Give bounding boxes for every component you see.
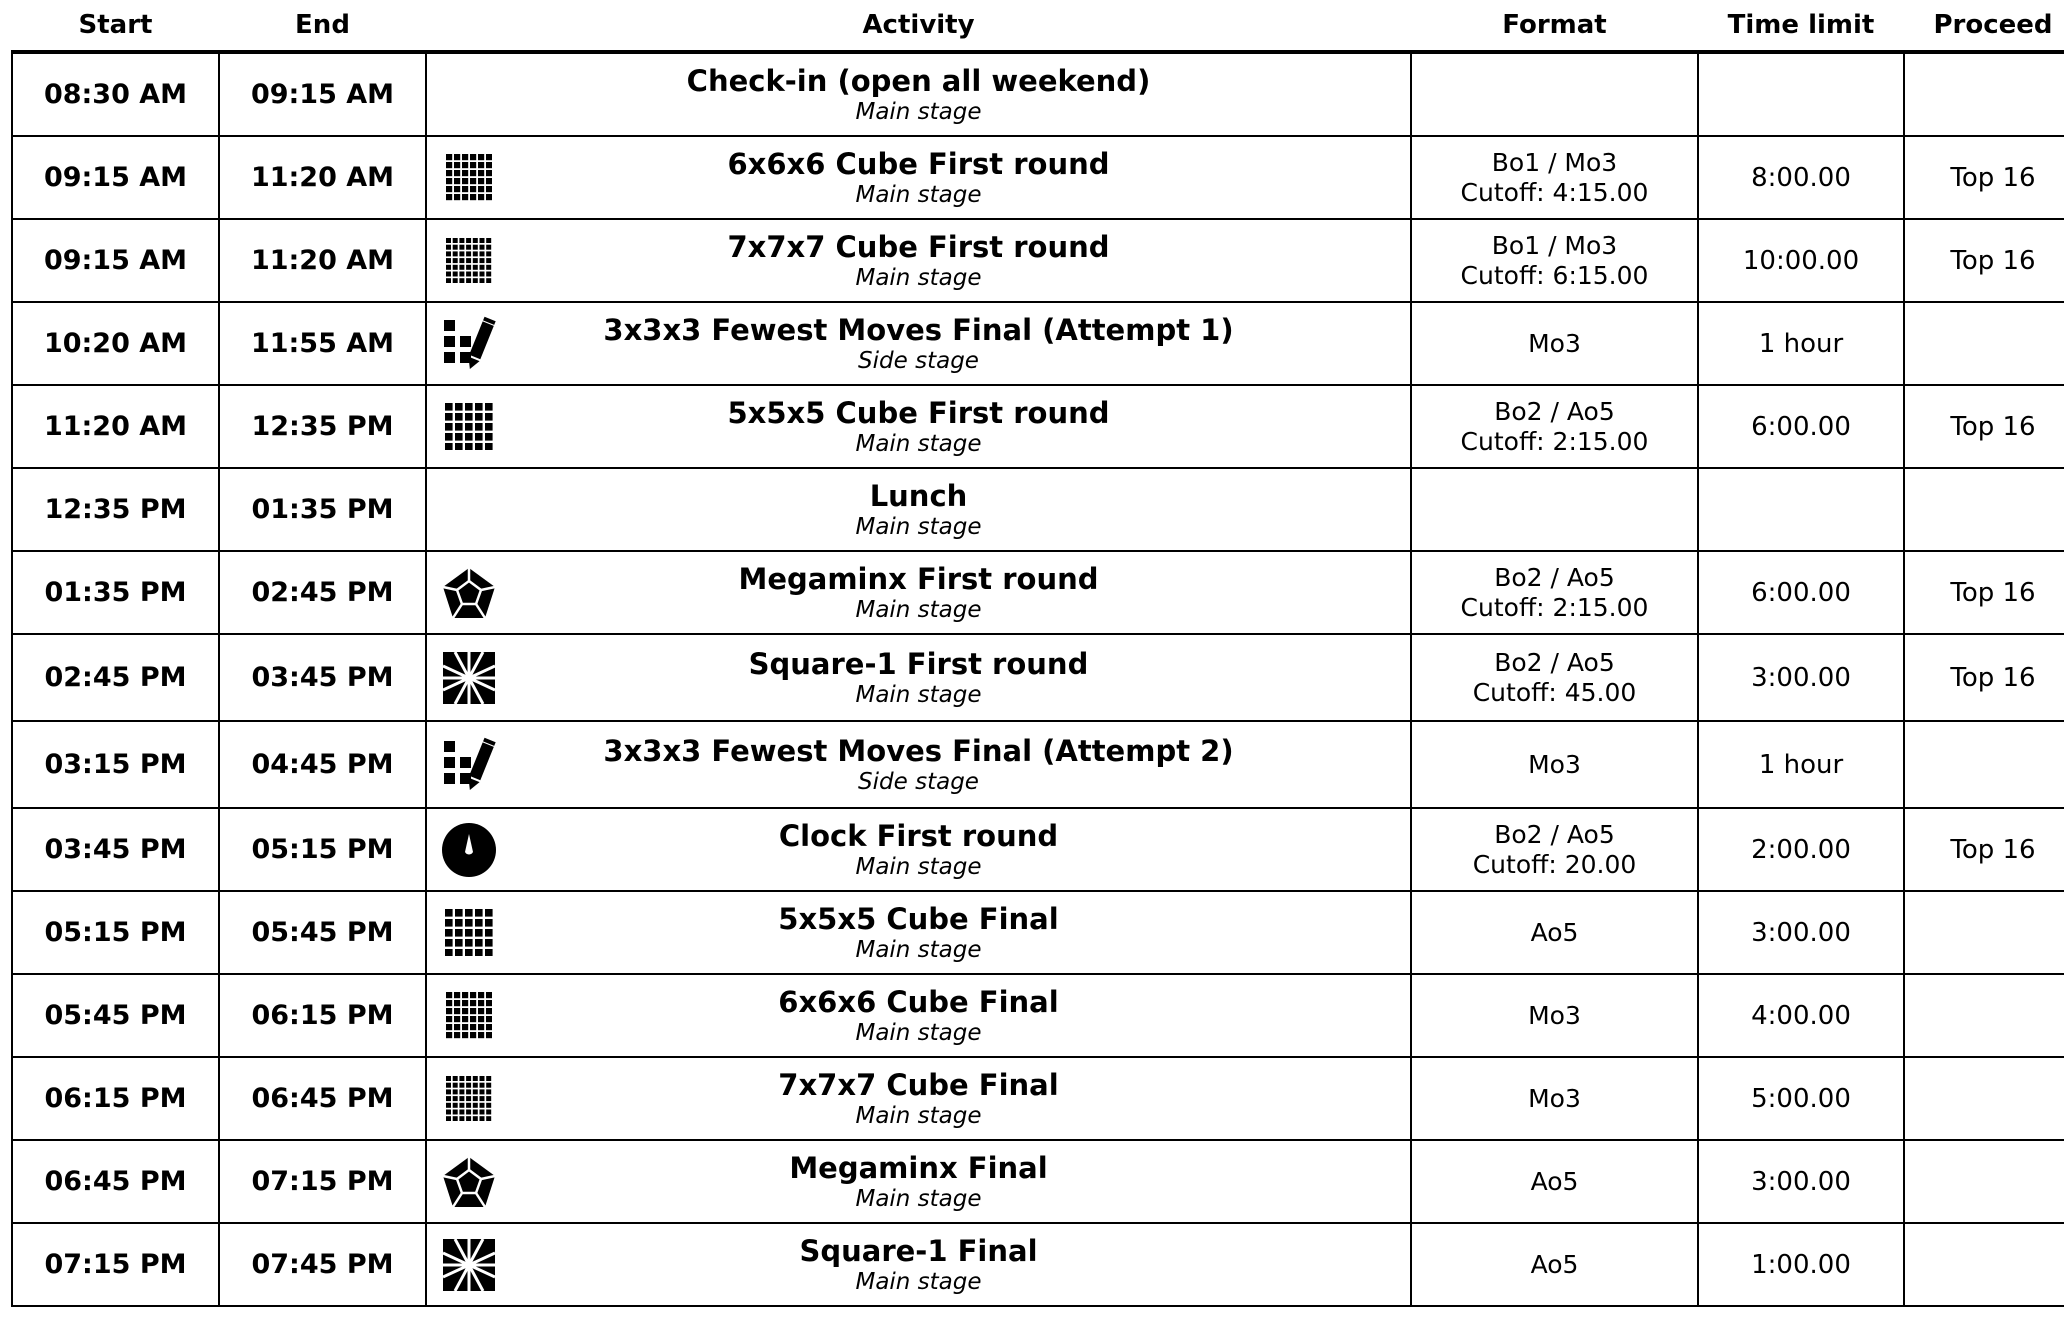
megaminx-icon [439, 1152, 499, 1212]
activity-location: Side stage [858, 347, 979, 374]
schedule-row [12, 468, 2064, 551]
end-time: 02:45 PM [219, 551, 426, 634]
activity-cell [426, 219, 1411, 302]
table-header [12, 0, 2064, 52]
end-time: 11:20 AM [219, 219, 426, 302]
start-time: 11:20 AM [12, 385, 219, 468]
format-value: Mo3 [1528, 749, 1581, 779]
square-1-icon [439, 1235, 499, 1295]
activity-name: 5x5x5 Cube First round [727, 395, 1110, 430]
activity-location: Main stage [855, 430, 982, 457]
activity-cell [426, 136, 1411, 219]
proceed-cell [1904, 974, 2064, 1057]
start-time: 09:15 AM [12, 219, 219, 302]
start-time: 10:20 AM [12, 302, 219, 385]
format-value: Ao5 [1530, 1249, 1579, 1279]
format-cell [1411, 891, 1698, 974]
cutoff-value: Cutoff: 4:15.00 [1460, 177, 1649, 207]
start-time: 06:45 PM [12, 1140, 219, 1223]
activity-name: Megaminx Final [789, 1150, 1048, 1185]
proceed-cell: Top 16 [1904, 385, 2064, 468]
header-end: End [219, 0, 426, 52]
cutoff-value: Cutoff: 2:15.00 [1460, 592, 1649, 622]
time-limit-cell: 10:00.00 [1698, 219, 1904, 302]
end-time: 07:15 PM [219, 1140, 426, 1223]
activity-name: Square-1 Final [799, 1233, 1038, 1268]
proceed-cell: Top 16 [1904, 808, 2064, 891]
end-time: 11:55 AM [219, 302, 426, 385]
schedule-row [12, 1223, 2064, 1306]
format-cell [1411, 302, 1698, 385]
start-time: 09:15 AM [12, 136, 219, 219]
activity-name: Square-1 First round [748, 646, 1089, 681]
clock-icon [439, 820, 499, 880]
time-limit-cell: 6:00.00 [1698, 551, 1904, 634]
proceed-cell: Top 16 [1904, 136, 2064, 219]
activity-cell [426, 1223, 1411, 1306]
time-limit-cell: 4:00.00 [1698, 974, 1904, 1057]
header-activity: Activity [426, 0, 1411, 52]
activity-location: Main stage [855, 936, 982, 963]
format-value: Mo3 [1528, 1083, 1581, 1113]
schedule-row [12, 1140, 2064, 1223]
format-value: Bo1 / Mo3 [1491, 230, 1618, 260]
7x7-cube-icon [439, 1069, 499, 1129]
activity-cell [426, 1057, 1411, 1140]
cutoff-value: Cutoff: 20.00 [1472, 849, 1637, 879]
schedule-row [12, 808, 2064, 891]
header-format: Format [1411, 0, 1698, 52]
start-time: 03:15 PM [12, 721, 219, 808]
end-time: 03:45 PM [219, 634, 426, 721]
end-time: 05:45 PM [219, 891, 426, 974]
end-time: 06:15 PM [219, 974, 426, 1057]
format-cell [1411, 1140, 1698, 1223]
format-cell [1411, 52, 1698, 136]
schedule-row [12, 385, 2064, 468]
activity-cell [426, 974, 1411, 1057]
activity-cell [426, 385, 1411, 468]
activity-cell [426, 551, 1411, 634]
time-limit-cell: 1:00.00 [1698, 1223, 1904, 1306]
format-cell [1411, 136, 1698, 219]
end-time: 07:45 PM [219, 1223, 426, 1306]
format-cell [1411, 1057, 1698, 1140]
end-time: 12:35 PM [219, 385, 426, 468]
format-value: Bo2 / Ao5 [1494, 396, 1615, 426]
activity-name: 3x3x3 Fewest Moves Final (Attempt 1) [603, 312, 1234, 347]
format-cell [1411, 468, 1698, 551]
format-cell [1411, 721, 1698, 808]
format-value: Ao5 [1530, 917, 1579, 947]
activity-cell [426, 52, 1411, 136]
activity-location: Main stage [855, 1268, 982, 1295]
schedule-row [12, 1057, 2064, 1140]
format-cell [1411, 219, 1698, 302]
proceed-cell [1904, 891, 2064, 974]
format-cell [1411, 551, 1698, 634]
format-cell [1411, 634, 1698, 721]
format-cell [1411, 808, 1698, 891]
activity-location: Main stage [855, 513, 982, 540]
start-time: 06:15 PM [12, 1057, 219, 1140]
schedule-row [12, 634, 2064, 721]
schedule-row [12, 219, 2064, 302]
schedule-row [12, 52, 2064, 136]
activity-name: Lunch [869, 478, 968, 513]
time-limit-cell: 2:00.00 [1698, 808, 1904, 891]
activity-name: 7x7x7 Cube Final [778, 1067, 1059, 1102]
activity-location: Main stage [855, 1102, 982, 1129]
table-body [12, 52, 2064, 1306]
proceed-cell [1904, 468, 2064, 551]
activity-location: Main stage [855, 853, 982, 880]
proceed-cell: Top 16 [1904, 219, 2064, 302]
time-limit-cell: 3:00.00 [1698, 1140, 1904, 1223]
time-limit-cell: 6:00.00 [1698, 385, 1904, 468]
start-time: 01:35 PM [12, 551, 219, 634]
cutoff-value: Cutoff: 45.00 [1472, 677, 1637, 707]
time-limit-cell [1698, 468, 1904, 551]
end-time: 11:20 AM [219, 136, 426, 219]
activity-location: Main stage [855, 1185, 982, 1212]
activity-cell [426, 468, 1411, 551]
activity-name: Megaminx First round [738, 561, 1099, 596]
schedule-table [11, 0, 2064, 1307]
format-value: Bo2 / Ao5 [1494, 562, 1615, 592]
6x6-cube-icon [439, 148, 499, 208]
activity-name: 5x5x5 Cube Final [778, 901, 1059, 936]
start-time: 03:45 PM [12, 808, 219, 891]
format-value: Bo1 / Mo3 [1491, 147, 1618, 177]
time-limit-cell: 3:00.00 [1698, 634, 1904, 721]
activity-cell [426, 891, 1411, 974]
cutoff-value: Cutoff: 6:15.00 [1460, 260, 1649, 290]
start-time: 07:15 PM [12, 1223, 219, 1306]
time-limit-cell: 1 hour [1698, 302, 1904, 385]
schedule-row [12, 891, 2064, 974]
activity-cell [426, 302, 1411, 385]
activity-location: Main stage [855, 98, 982, 125]
schedule-row [12, 302, 2064, 385]
schedule-row [12, 974, 2064, 1057]
format-value: Mo3 [1528, 1000, 1581, 1030]
proceed-cell: Top 16 [1904, 634, 2064, 721]
activity-name: Clock First round [778, 818, 1059, 853]
proceed-cell [1904, 1140, 2064, 1223]
activity-name: Check-in (open all weekend) [686, 63, 1151, 98]
activity-location: Main stage [855, 596, 982, 623]
activity-cell [426, 808, 1411, 891]
end-time: 04:45 PM [219, 721, 426, 808]
end-time: 01:35 PM [219, 468, 426, 551]
5x5-cube-icon [439, 903, 499, 963]
5x5-cube-icon [439, 397, 499, 457]
activity-location: Main stage [855, 264, 982, 291]
square-1-icon [439, 648, 499, 708]
start-time: 12:35 PM [12, 468, 219, 551]
7x7-cube-icon [439, 231, 499, 291]
header-proceed: Proceed [1904, 0, 2064, 52]
schedule-row [12, 136, 2064, 219]
proceed-cell: Top 16 [1904, 551, 2064, 634]
proceed-cell [1904, 1057, 2064, 1140]
format-value: Bo2 / Ao5 [1494, 647, 1615, 677]
proceed-cell [1904, 1223, 2064, 1306]
start-time: 05:15 PM [12, 891, 219, 974]
time-limit-cell: 1 hour [1698, 721, 1904, 808]
end-time: 09:15 AM [219, 52, 426, 136]
end-time: 06:45 PM [219, 1057, 426, 1140]
time-limit-cell [1698, 52, 1904, 136]
proceed-cell [1904, 721, 2064, 808]
fewest-moves-icon [439, 735, 499, 795]
activity-location: Main stage [855, 1019, 982, 1046]
format-value: Mo3 [1528, 328, 1581, 358]
activity-name: 7x7x7 Cube First round [727, 229, 1110, 264]
cutoff-value: Cutoff: 2:15.00 [1460, 426, 1649, 456]
format-value: Bo2 / Ao5 [1494, 819, 1615, 849]
activity-cell [426, 1140, 1411, 1223]
6x6-cube-icon [439, 986, 499, 1046]
start-time: 02:45 PM [12, 634, 219, 721]
megaminx-icon [439, 563, 499, 623]
activity-location: Main stage [855, 681, 982, 708]
activity-cell [426, 634, 1411, 721]
start-time: 05:45 PM [12, 974, 219, 1057]
header-time-limit: Time limit [1698, 0, 1904, 52]
activity-name: 6x6x6 Cube Final [778, 984, 1059, 1019]
activity-name: 6x6x6 Cube First round [727, 146, 1110, 181]
time-limit-cell: 5:00.00 [1698, 1057, 1904, 1140]
header-start: Start [12, 0, 219, 52]
format-cell [1411, 1223, 1698, 1306]
activity-cell [426, 721, 1411, 808]
activity-location: Main stage [855, 181, 982, 208]
time-limit-cell: 8:00.00 [1698, 136, 1904, 219]
schedule-row [12, 721, 2064, 808]
activity-name: 3x3x3 Fewest Moves Final (Attempt 2) [603, 733, 1234, 768]
proceed-cell [1904, 302, 2064, 385]
format-cell [1411, 974, 1698, 1057]
schedule-row [12, 551, 2064, 634]
time-limit-cell: 3:00.00 [1698, 891, 1904, 974]
start-time: 08:30 AM [12, 52, 219, 136]
fewest-moves-icon [439, 314, 499, 374]
proceed-cell [1904, 52, 2064, 136]
format-cell [1411, 385, 1698, 468]
format-value: Ao5 [1530, 1166, 1579, 1196]
activity-location: Side stage [858, 768, 979, 795]
end-time: 05:15 PM [219, 808, 426, 891]
